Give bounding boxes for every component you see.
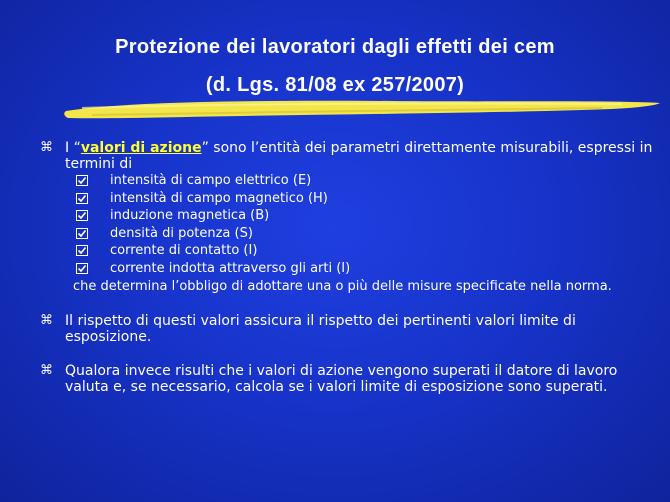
checkbox-icon [76,263,88,274]
sub-item-label: corrente indotta attraverso gli arti (I) [110,260,351,276]
sub-item-label: intensità di campo elettrico (E) [110,173,312,188]
sub-item [40,207,660,225]
sub-item [40,190,660,208]
checkbox-icon [76,210,88,221]
bullet-rispetto [40,313,660,345]
bullet1-suffix: ” sono l’entità dei parametri direttamente misurabili, espressi in termini di [65,140,653,172]
sub-item [40,260,660,278]
bullet-icon: ⌘ [40,363,53,378]
bullet3-text: Qualora invece risulti che i valori di azione vengono superati il datore di lavoro valuta e, se necessario, calcola se i valori limite di esposizione sono superati. [65,363,618,395]
sub-item-label: induzione magnetica (B) [110,208,270,223]
title-line-1: Protezione dei lavoratori dagli effetti dei cem [115,36,555,58]
bullet-qualora [40,363,660,395]
bullet-icon: ⌘ [40,313,53,328]
highlight-valori-di-azione: valori di azione [80,140,202,156]
bullet-icon: ⌘ [40,140,53,155]
checkbox-icon [76,245,88,256]
sub-item-label: intensità di campo magnetico (H) [110,190,328,206]
sub-item [40,225,660,243]
slide-content [40,140,660,395]
bullet-valori-azione [40,140,660,172]
checkbox-icon [76,228,88,239]
brush-stroke-underline [62,96,662,122]
checkbox-icon [76,175,88,186]
sub-item-label: corrente di contatto (I) [110,243,258,258]
sub-item [40,172,660,190]
bullet1-prefix: I “ [65,140,81,156]
title-line-2: (d. Lgs. 81/08 ex 257/2007) [205,74,465,96]
bullet2-text: Il rispetto di questi valori assicura il rispetto dei pertinenti valori limite di esposizione. [65,313,576,345]
checkbox-icon [76,193,88,204]
sub-item-label: densità di potenza (S) [110,225,253,241]
bullet1-tail: che determina l’obbligo di adottare una o più delle misure specificate nella norma. [73,279,612,294]
sub-item [40,242,660,260]
slide-title [0,28,670,104]
